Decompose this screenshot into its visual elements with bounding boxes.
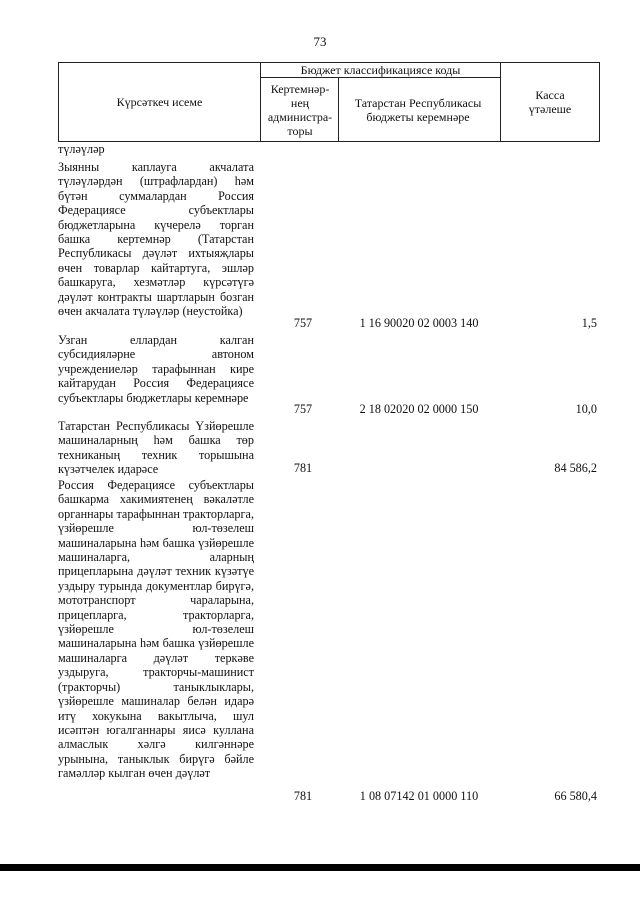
divider-admin-code	[338, 77, 339, 142]
header-right-border	[599, 62, 600, 142]
header-cash-execution: Касса үтәлеше	[528, 87, 572, 116]
row-admin: 781	[293, 789, 313, 803]
row-code: 2 18 02020 02 0000 150	[359, 402, 479, 416]
divider-amount	[500, 62, 501, 142]
row-amount: 66 580,4	[554, 789, 597, 803]
row-admin: 757	[293, 402, 313, 416]
row-admin: 757	[293, 316, 313, 330]
header-indicator-name: Күрсәткеч исеме	[116, 94, 203, 109]
row-desc: түләүләр	[58, 142, 105, 156]
row-amount: 84 586,2	[554, 461, 597, 475]
header-admin: Кертемнәр-нең администра-торы	[267, 82, 333, 138]
row-admin: 781	[293, 461, 313, 475]
row-desc: Россия Федерациясе субъектлары башкарма хакимиятенең вәкаләтле органнары тарафыннан тракторларга, үзйөрешле юл-төзелеш машиналарына һәм башка үзйөрешле машиналарга, аларның прицепларына дәүләт техник күзәтүе уздыру турында документлар бирүгә, мототранспорт чараларына, прицепларга, тракторларга, үзйөрешле юл-төзелеш машиналарына һәм башка үзйөрешле машиналарга дәүләт теркәве уздыруга, тракторчы-машинист (тракторчы) таныклыклары, үзйөрешле машиналар белән идарә итү хокукына вакытлыча, шул исәптән югалганнары яисә куллана алмаслык хәлгә килгәннәре урынына, таныклык бирүгә бәйле гамәлләр кылган өчен дәүләт	[58, 478, 254, 781]
scan-bottom-edge	[0, 864, 640, 871]
row-desc: Зыянны каплауга акчалата түләүләрдән (штрафлардан) һәм бүтән суммалардан Россия Федерациясе субъектлары бюджетларына күчерелә торган башка кертемнәр (Татарстан Республикасы дәүләт ихтыяҗлары өчен товарлар кайтартуга, эшләр башкаруга, хезмәтләр күрсәтүгә дәүләт контракты шартларын бозган өчен акчалата түләүләр (неустойка)	[58, 160, 254, 319]
row-amount: 1,5	[581, 316, 597, 330]
page-number: 73	[313, 34, 327, 49]
row-code: 1 16 90020 02 0003 140	[359, 316, 479, 330]
row-code: 1 08 07142 01 0000 110	[359, 789, 479, 803]
header-tatarstan-revenue: Татарстан Республикасы бюджеты керемнәре	[354, 96, 482, 124]
table-header	[58, 62, 600, 142]
row-desc: Татарстан Республикасы Үзйөрешле машиналарның һәм башка төр техниканың техник торышына күзәтчелек идарәсе	[58, 419, 254, 477]
row-amount: 10,0	[575, 402, 597, 416]
header-budget-code-group: Бюджет классификациясе коды	[300, 62, 461, 77]
row-desc: Узган еллардан калган субсидияләрне автоном учреждениеләр тарафыннан кире кайтарудан Россия Федерациясе субъектлары бюджетлары керемнәре	[58, 333, 254, 405]
